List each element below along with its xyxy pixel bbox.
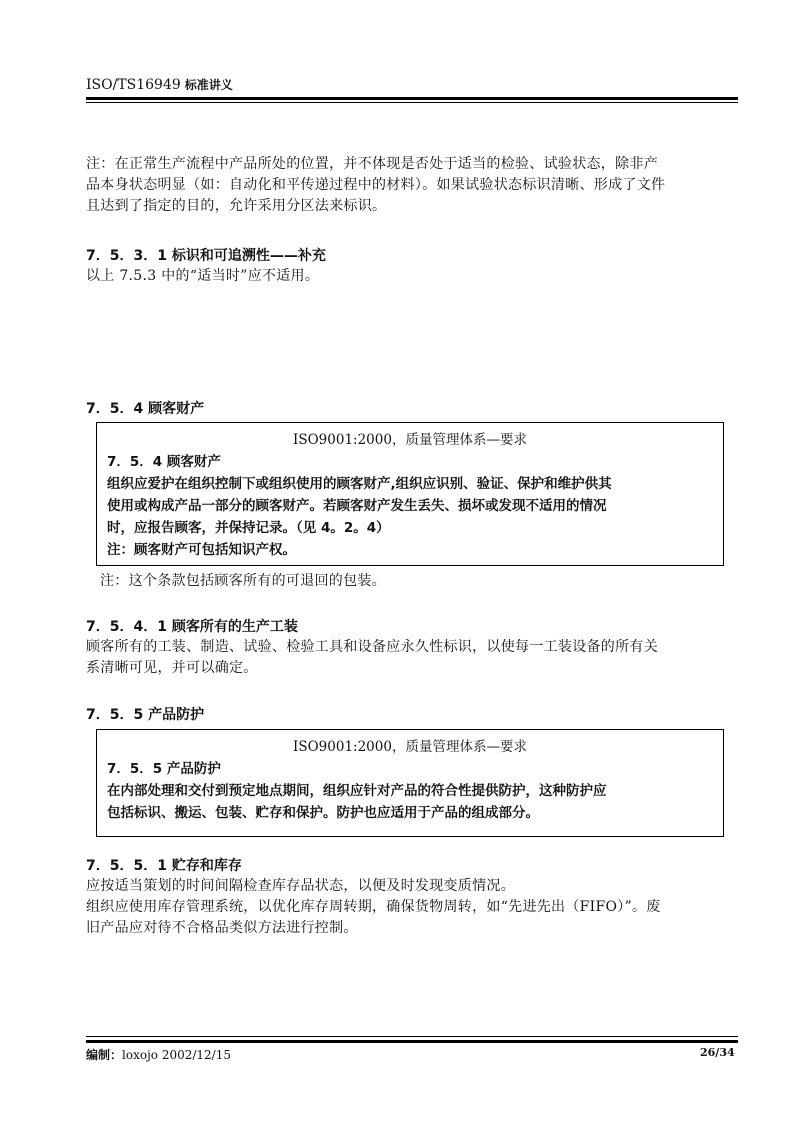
box-755-title: ISO9001:2000，质量管理体系—要求 <box>293 739 527 755</box>
footer-author <box>86 1046 231 1063</box>
box-754-title: ISO9001:2000，质量管理体系—要求 <box>293 432 527 448</box>
footer-author-text: loxojo 2002/12/15 <box>122 1048 231 1062</box>
box-754-line-4: 注：顾客财产可包括知识产权。 <box>107 542 296 558</box>
box-755-line-2: 包括标识、搬运、包装、贮存和保护。防护也应适用于产品的组成部分。 <box>107 805 539 821</box>
header-rule-thin <box>86 102 738 103</box>
section-7541-line-1: 顾客所有的工装、制造、试验、检验工具和设备应永久性标识，以使每一工装设备的所有关 <box>86 639 658 655</box>
section-7551-line-3: 旧产品应对待不合格品类似方法进行控制。 <box>86 920 358 936</box>
note-line-2: 品本身状态明显（如：自动化和平传递过程中的材料）。如果试验状态标识清晰、形成了文件 <box>86 177 666 193</box>
box-754-line-3: 时，应报告顾客，并保持记录。（见 4。2。4） <box>107 520 390 536</box>
section-7551-text <box>86 876 742 939</box>
header-text <box>86 76 233 93</box>
section-755-quote-box <box>96 729 724 837</box>
page-number: 26/34 <box>700 1046 735 1059</box>
section-7531-text: 以上 7.5.3 中的“适当时”应不适用。 <box>86 268 320 284</box>
section-7541-text <box>86 637 742 679</box>
header-title: 标准讲义 <box>184 78 233 92</box>
section-754-heading: 7．5．4 顾客财产 <box>86 401 205 417</box>
section-754-note: 注：这个条款包括顾客所有的可退回的包装。 <box>100 573 386 589</box>
header-rule-thick <box>86 97 738 100</box>
section-7551-line-1: 应按适当策划的时间间隔检查库存品状态，以便及时发现变质情况。 <box>86 878 515 894</box>
section-7541-heading: 7．5．4．1 顾客所有的生产工装 <box>86 619 298 635</box>
section-7551-heading: 7．5．5．1 贮存和库存 <box>86 858 242 874</box>
box-755-line-1: 在内部处理和交付到预定地点期间，组织应针对产品的符合性提供防护，这种防护应 <box>107 783 607 799</box>
footer-label: 编制： <box>86 1048 123 1062</box>
section-754-quote-box <box>96 422 724 566</box>
footer-rule-thin <box>86 1036 738 1037</box>
note-line-3: 且达到了指定的目的，允许采用分区法来标识。 <box>86 198 387 214</box>
header-code: ISO/TS16949 <box>86 77 181 93</box>
note-line-1: 注：在正常生产流程中产品所处的位置，并不体现是否处于适当的检验、试验状态，除非产 <box>86 156 658 172</box>
section-7531-heading: 7．5．3．1 标识和可追溯性——补充 <box>86 248 326 264</box>
note-paragraph <box>86 154 742 217</box>
footer-rule-thick <box>86 1040 738 1043</box>
section-755-heading: 7．5．5 产品防护 <box>86 707 205 723</box>
box-754-line-2: 使用或构成产品一部分的顾客财产。若顾客财产发生丢失、损坏或发现不适用的情况 <box>107 498 607 514</box>
section-7551-line-2: 组织应使用库存管理系统，以优化库存周转期，确保货物周转，如“先进先出（FIFO）”。废 <box>86 899 661 915</box>
section-7541-line-2: 系清晰可见，并可以确定。 <box>86 660 258 676</box>
box-754-subheading: 7．5．4 顾客财产 <box>107 454 221 470</box>
box-755-subheading: 7．5．5 产品防护 <box>107 761 221 777</box>
box-754-line-1: 组织应爱护在组织控制下或组织使用的顾客财产,组织应识别、验证、保护和维护供其 <box>107 476 612 492</box>
